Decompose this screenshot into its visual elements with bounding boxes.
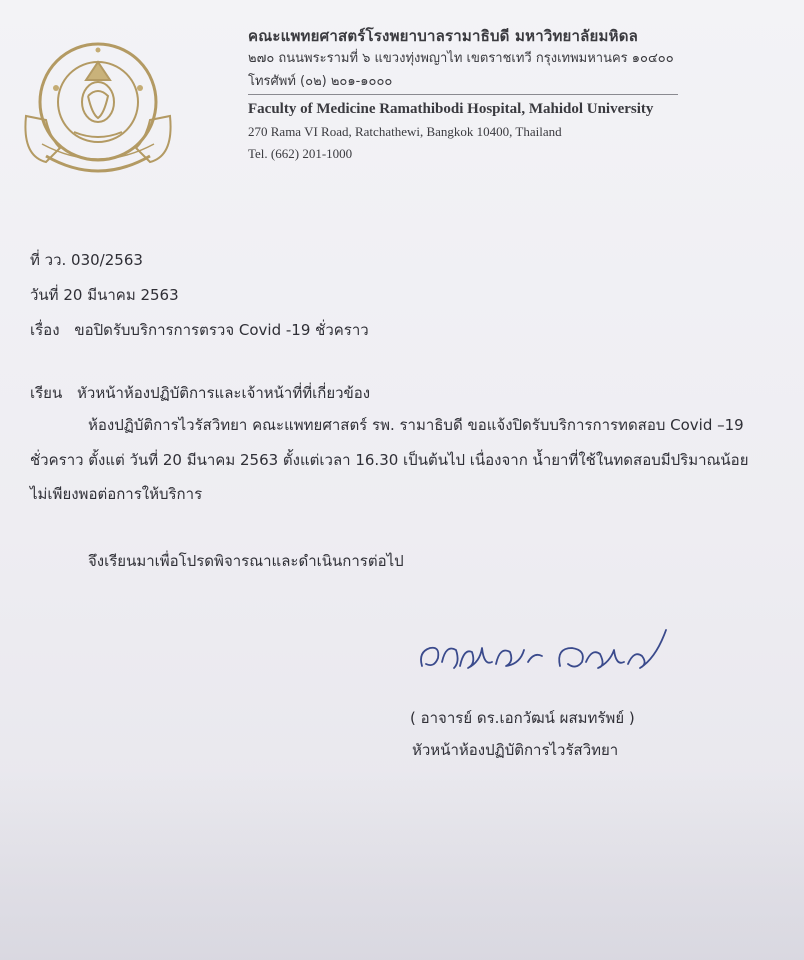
ramathibodi-seal-logo [16,36,184,176]
body-line-1: ห้องปฏิบัติการไวรัสวิทยา คณะแพทยศาสตร์ รพ. รามาธิบดี ขอแจ้งปิดรับบริการการทดสอบ Covid –19 [88,416,744,434]
letterhead-phone-thai: โทรศัพท์ (๐๒) ๒๐๑-๑๐๐๐ [248,74,393,89]
letter-subject [30,318,369,342]
letterhead-divider [248,94,678,95]
reference-value: วว. 030/2563 [44,251,143,269]
reference-label: ที่ [30,251,40,269]
body-line-3: ไม่เพียงพอต่อการให้บริการ [30,485,203,503]
reference-number [30,248,143,272]
page-shadow [0,770,804,960]
salutation-value: หัวหน้าห้องปฏิบัติการและเจ้าหน้าที่ที่เกี่ยวข้อง [77,384,371,402]
subject-value: ขอปิดรับบริการการตรวจ Covid -19 ชั่วคราว [74,321,369,339]
salutation-label: เรียน [30,384,63,402]
body-line-2: ชั่วคราว ตั้งแต่ วันที่ 20 มีนาคม 2563 ตั้งแต่เวลา 16.30 เป็นต้นไป เนื่องจาก น้ำยาที่ใช้ในทดสอบมีปริมาณน้อย [30,451,749,469]
letterhead-address-thai: ๒๗๐ ถนนพระรามที่ ๖ แขวงทุ่งพญาไท เขตราชเทวี กรุงเทพมหานคร ๑๐๔๐๐ [248,51,674,66]
date-label: วันที่ [30,286,59,304]
letter-date [30,283,179,307]
letterhead-org-english: Faculty of Medicine Ramathibodi Hospital, Mahidol University [248,101,654,117]
subject-label: เรื่อง [30,321,60,339]
letterhead-address-english: 270 Rama VI Road, Ratchathewi, Bangkok 10400, Thailand [248,124,562,139]
closing-line: จึงเรียนมาเพื่อโปรดพิจารณาและดำเนินการต่อไป [88,552,404,570]
date-value: 20 มีนาคม 2563 [63,286,179,304]
handwritten-signature [410,622,680,682]
signer-name: ( อาจารย์ ดร.เอกวัฒน์ ผสมทรัพย์ ) [410,709,635,727]
signer-title: หัวหน้าห้องปฏิบัติการไวรัสวิทยา [412,741,619,759]
letterhead-org-thai: คณะแพทยศาสตร์โรงพยาบาลรามาธิบดี มหาวิทยาลัยมหิดล [248,27,639,45]
letterhead-phone-english: Tel. (662) 201-1000 [248,146,353,161]
letter-salutation [30,381,370,405]
